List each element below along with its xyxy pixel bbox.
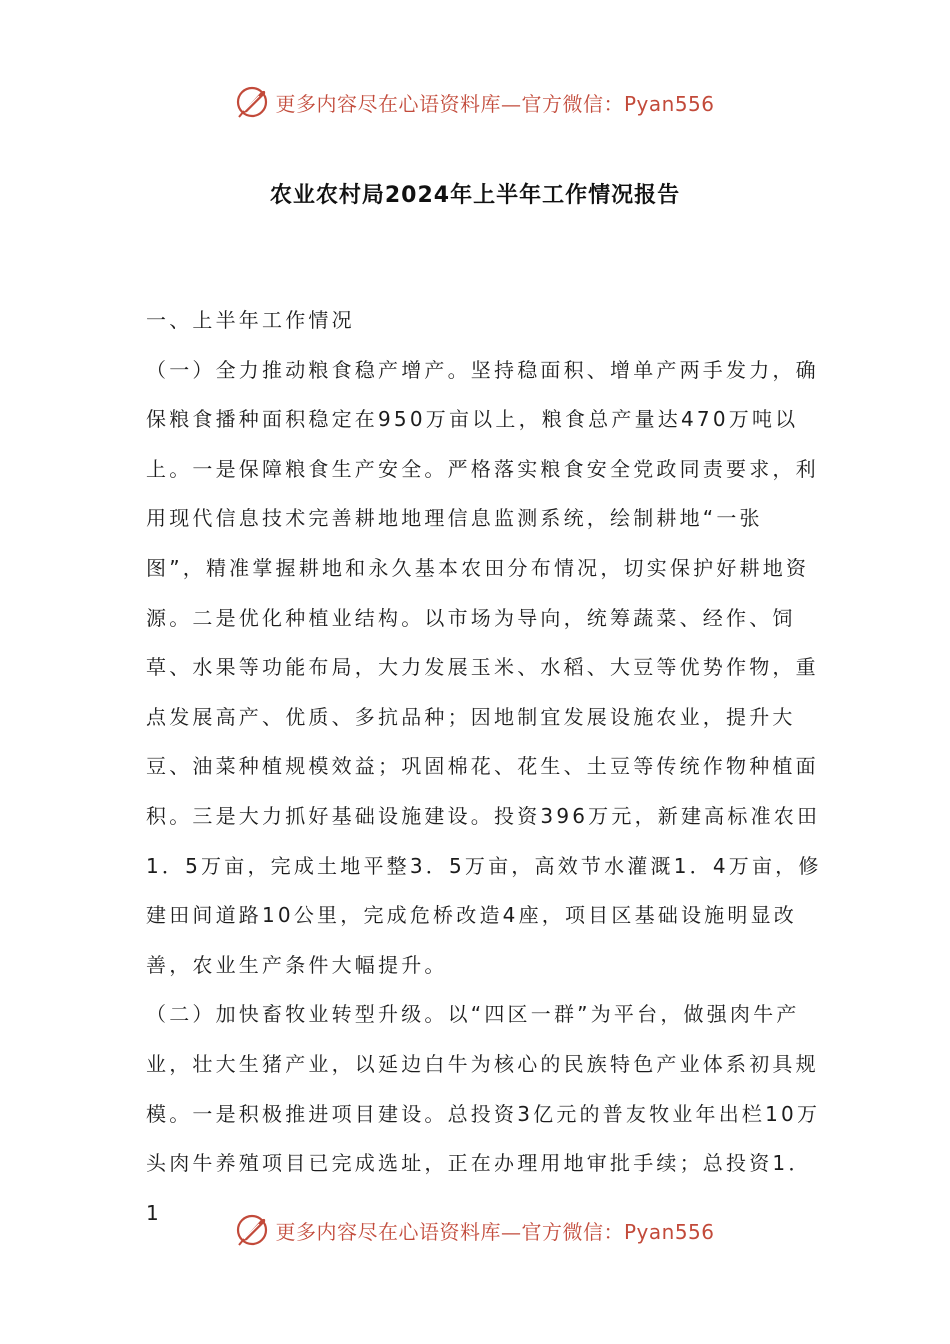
quill-pen-logo-icon <box>235 84 271 120</box>
watermark-brand-text: 更多内容尽在心语资料库—官方微信： <box>275 91 624 116</box>
watermark-text <box>275 1216 714 1245</box>
section-heading: 一、上半年工作情况 <box>146 308 355 332</box>
watermark-text <box>275 88 714 117</box>
watermark-banner-bottom <box>0 1210 950 1250</box>
watermark-banner-top <box>0 82 950 122</box>
watermark-brand-text: 更多内容尽在心语资料库—官方微信： <box>275 1219 624 1244</box>
paragraph-1: （一）全力推动粮食稳产增产。坚持稳面积、增单产两手发力，确保粮食播种面积稳定在950万亩以上，粮食总产量达470万吨以上。一是保障粮食生产安全。严格落实粮食安全党政同责要求，利用现代信息技术完善耕地地理信息监测系统，绘制耕地“一张图”，精准掌握耕地和永久基本农田分布情况，切实保护好耕地资源。二是优化种植业结构。以市场为导向，统筹蔬菜、经作、饲草、水果等功能布局，大力发展玉米、水稻、大豆等优势作物，重点发展高产、优质、多抗品种；因地制宜发展设施农业，提升大豆、油菜种植规模效益；巩固棉花、花生、土豆等传统作物种植面积。三是大力抓好基础设施建设。投资396万元，新建高标准农田1．5万亩，完成土地平整3．5万亩，高效节水灌溉1．4万亩，修建田间道路10公里，完成危桥改造4座，项目区基础设施明显改善，农业生产条件大幅提升。 <box>146 357 822 977</box>
document-title: 农业农村局2024年上半年工作情况报告 <box>269 183 681 208</box>
watermark-wechat-id: Pyan556 <box>623 91 715 116</box>
paragraph-2: （二）加快畜牧业转型升级。以“四区一群”为平台，做强肉牛产业，壮大生猪产业，以延边白牛为核心的民族特色产业体系初具规模。一是积极推进项目建设。总投资3亿元的普友牧业年出栏10万头肉牛养殖项目已完成选址，正在办理用地审批手续；总投资1．1 <box>146 1002 821 1225</box>
document-body <box>146 296 822 1238</box>
quill-pen-logo-icon <box>235 1212 271 1248</box>
watermark-wechat-id: Pyan556 <box>623 1219 715 1244</box>
